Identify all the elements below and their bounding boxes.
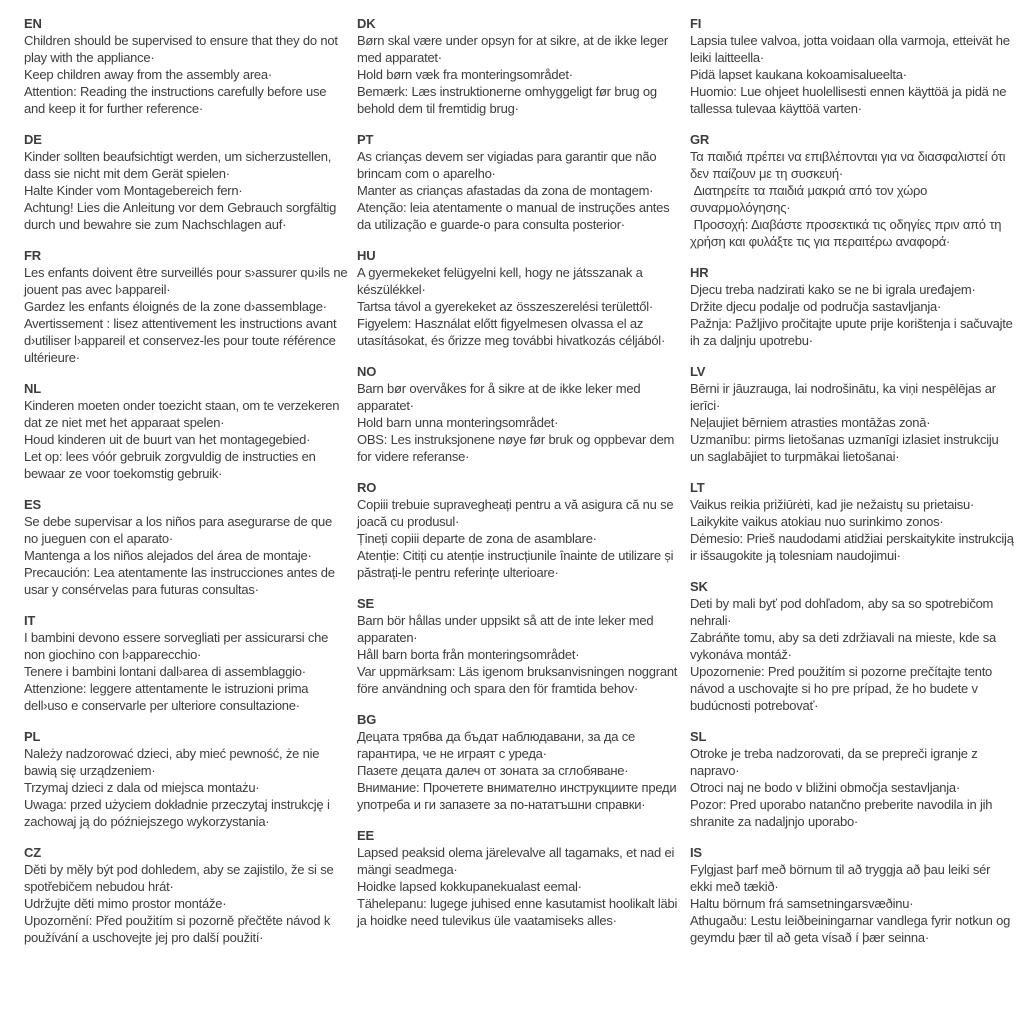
instruction-sentence: Håll barn borta från monteringsområdet· [357, 647, 580, 662]
instruction-sentence: Keep children away from the assembly area· [24, 67, 272, 82]
section-ro [357, 479, 682, 581]
instruction-sentence: Let op: lees vóór gebruik zorgvuldig de instructies en bewaar ze voor toekomstig gebruik· [24, 449, 320, 481]
section-bg [357, 711, 682, 813]
language-code-en: EN [24, 16, 42, 31]
section-no [357, 363, 682, 465]
language-code-ee: EE [357, 828, 374, 843]
section-hu [357, 247, 682, 349]
instruction-sentence: Děti by měly být pod dohledem, aby se zajistilo, že si se spotřebičem nebudou hrát· [24, 862, 338, 894]
instruction-sentence: Var uppmärksam: Läs igenom bruksanvisningen noggrant före användning och spara den för framtida behov· [357, 664, 681, 696]
instruction-sentence: Otroke je treba nadzorovati, da se prepreči igranje z napravo· [690, 746, 982, 778]
instruction-sentence: Houd kinderen uit de buurt van het montagegebied· [24, 432, 311, 447]
section-pl [24, 728, 349, 830]
language-code-cz: CZ [24, 845, 41, 860]
instruction-sentence: Trzymaj dzieci z dala od miejsca montażu· [24, 780, 260, 795]
instruction-sentence: Należy nadzorować dzieci, aby mieć pewność, że nie bawią się urządzeniem· [24, 746, 323, 778]
instruction-sentence: Внимание: Прочетете внимателно инструкциите преди употреба и ги запазете за по-нататъшни справки· [357, 780, 680, 812]
language-code-nl: NL [24, 381, 41, 396]
instruction-sentence: Hold barn unna monteringsområdet· [357, 415, 559, 430]
language-code-hr: HR [690, 265, 709, 280]
instruction-sentence: Figyelem: Használat előtt figyelmesen olvassa el az utasításokat, és őrizze meg további hivatkozás céljából· [357, 316, 666, 348]
language-code-hu: HU [357, 248, 376, 263]
instruction-sentence: Upozornenie: Pred použitím si pozorne prečítajte tento návod a uschovajte si ho pre prípad, že ho budete v budúcnosti potrebovať· [690, 664, 996, 713]
column-2 [357, 15, 682, 960]
instruction-sentence: Attention: Reading the instructions carefully before use and keep it for further reference· [24, 84, 330, 116]
instruction-sentence: Držite djecu podalje od područja sastavljanja· [690, 299, 942, 314]
language-code-ro: RO [357, 480, 377, 495]
language-code-fr: FR [24, 248, 41, 263]
instruction-sentence: Vaikus reikia prižiūrėti, kad jie nežaistų su prietaisu· [690, 497, 975, 512]
section-sk [690, 578, 1015, 714]
instruction-sentence: Athugaðu: Lestu leiðbeiningarnar vandlega fyrir notkun og geymdu þær til að geta vísað í þær seinna· [690, 913, 1014, 945]
section-se [357, 595, 682, 697]
instruction-sentence: Udržujte děti mimo prostor montáže· [24, 896, 227, 911]
instruction-sentence: Otroci naj ne bodo v bližini območja sestavljanja· [690, 780, 960, 795]
instruction-sentence: Copiii trebuie supravegheați pentru a vă asigura că nu se joacă cu produsul· [357, 497, 677, 529]
instruction-sentence: I bambini devono essere sorvegliati per assicurarsi che non giochino con l›apparecchio· [24, 630, 332, 662]
instruction-sentence: Τα παιδιά πρέπει να επιβλέπονται για να διασφαλιστεί ότι δεν παίζουν με τη συσκευή· [690, 149, 1009, 181]
instruction-sentence: Manter as crianças afastadas da zona de montagem· [357, 183, 654, 198]
language-code-it: IT [24, 613, 36, 628]
language-code-pt: PT [357, 132, 374, 147]
section-lv [690, 363, 1015, 465]
instruction-sentence: Atenție: Citiți cu atenție instrucțiunile înainte de utilizare și păstrați-le pentru referințe ulterioare· [357, 548, 677, 580]
instruction-sentence: Țineți copiii departe de zona de asamblare· [357, 531, 597, 546]
instruction-sentence: OBS: Les instruksjonene nøye før bruk og oppbevar dem for videre referanse· [357, 432, 678, 464]
instruction-sentence: Les enfants doivent être surveillés pour s›assurer qu›ils ne jouent pas avec l›appareil· [24, 265, 351, 297]
section-it [24, 612, 349, 714]
instruction-sentence: Atenção: leia atentamente o manual de instruções antes da utilização e guarde-o para consulta posterior· [357, 200, 673, 232]
instruction-sentence: Laikykite vaikus atokiau nuo surinkimo zonos· [690, 514, 944, 529]
language-code-sl: SL [690, 729, 707, 744]
instruction-sentence: Pozor: Pred uporabo natančno preberite navodila in jih shranite za nadaljnjo uporabo· [690, 797, 996, 829]
instruction-sentence: Bērni ir jāuzrauga, lai nodrošinātu, ka viņi nespēlējas ar ierīci· [690, 381, 1000, 413]
instruction-sentence: Pidä lapset kaukana kokoamisalueelta· [690, 67, 907, 82]
instruction-sentence: Gardez les enfants éloignés de la zone d›assemblage· [24, 299, 327, 314]
section-nl [24, 380, 349, 482]
instruction-sentence: Djecu treba nadzirati kako se ne bi igrala uređajem· [690, 282, 976, 297]
instruction-sentence: Upozornění: Před použitím si pozorně přečtěte návod k používání a uschovejte jej pro další použití· [24, 913, 334, 945]
section-es [24, 496, 349, 598]
language-code-pl: PL [24, 729, 41, 744]
instruction-sentence: Avertissement : lisez attentivement les instructions avant d›utiliser l›appareil et conservez-les pour toute référence ultérieure· [24, 316, 340, 365]
language-code-fi: FI [690, 16, 702, 31]
instruction-sentence: Διατηρείτε τα παιδιά μακριά από τον χώρο συναρμολόγησης· [690, 183, 931, 215]
language-code-dk: DK [357, 16, 376, 31]
section-sl [690, 728, 1015, 830]
section-cz [24, 844, 349, 946]
section-is [690, 844, 1015, 946]
instruction-sentence: Uwaga: przed użyciem dokładnie przeczytaj instrukcję i zachowaj ją do późniejszego wykorzystania· [24, 797, 334, 829]
language-code-es: ES [24, 497, 41, 512]
section-lt [690, 479, 1018, 564]
section-gr [690, 131, 1015, 250]
instruction-sentence: Se debe supervisar a los niños para asegurarse de que no jueguen con el aparato· [24, 514, 336, 546]
instruction-sentence: Deti by mali byť pod dohľadom, aby sa so spotrebičom nehrali· [690, 596, 997, 628]
language-code-no: NO [357, 364, 377, 379]
instruction-sentence: Haltu börnum frá samsetningarsvæðinu· [690, 896, 914, 911]
instruction-sentence: Bemærk: Læs instruktionerne omhyggeligt før brug og behold dem til fremtidig brug· [357, 84, 661, 116]
language-code-lt: LT [690, 480, 705, 495]
instruction-sentence: Børn skal være under opsyn for at sikre, at de ikke leger med apparatet· [357, 33, 672, 65]
instruction-sentence: Hold børn væk fra monteringsområdet· [357, 67, 573, 82]
instruction-sentence: Zabráňte tomu, aby sa deti zdržiavali na mieste, kde sa vykonáva montáž· [690, 630, 1000, 662]
instruction-sentence: Precaución: Lea atentamente las instrucciones antes de usar y consérvelas para futuras consultas· [24, 565, 339, 597]
column-1 [24, 15, 349, 960]
instruction-sentence: Barn bør overvåkes for å sikre at de ikke leker med apparatet· [357, 381, 644, 413]
language-code-bg: BG [357, 712, 377, 727]
language-code-sk: SK [690, 579, 708, 594]
instruction-sentence: Children should be supervised to ensure that they do not play with the appliance· [24, 33, 342, 65]
language-code-de: DE [24, 132, 42, 147]
section-en [24, 15, 349, 117]
section-fi [690, 15, 1015, 117]
instruction-sentence: Mantenga a los niños alejados del área de montaje· [24, 548, 312, 563]
instruction-sentence: A gyermekeket felügyelni kell, hogy ne játsszanak a készülékkel· [357, 265, 647, 297]
instruction-sentence: Fylgjast þarf með börnum til að tryggja að þau leiki sér ekki með tækið· [690, 862, 994, 894]
instruction-sentence: Lapsed peaksid olema järelevalve all tagamaks, et nad ei mängi seadmega· [357, 845, 678, 877]
instruction-sentence: Пазете децата далеч от зоната за сглобяване· [357, 763, 629, 778]
instruction-sentence: Kinder sollten beaufsichtigt werden, um sicherzustellen, dass sie nicht mit dem Gerät spielen· [24, 149, 335, 181]
instruction-sentence: Halte Kinder vom Montagebereich fern· [24, 183, 243, 198]
column-3 [690, 15, 1018, 960]
language-code-gr: GR [690, 132, 710, 147]
instruction-sentence: As crianças devem ser vigiadas para garantir que não brincam com o aparelho· [357, 149, 660, 181]
instruction-sentence: Προσοχή: Διαβάστε προσεκτικά τις οδηγίες πριν από τη χρήση και φυλάξτε τις για περαιτέρω αναφορά· [690, 217, 1005, 249]
instruction-sentence: Hoidke lapsed kokkupanekualast eemal· [357, 879, 582, 894]
instruction-sentence: Tartsa távol a gyerekeket az összeszerelési területtől· [357, 299, 653, 314]
section-ee [357, 827, 682, 929]
instruction-sentence: Tähelepanu: lugege juhised enne kasutamist hoolikalt läbi ja hoidke need tulevikus üle vaatamiseks alles· [357, 896, 681, 928]
language-code-is: IS [690, 845, 702, 860]
instruction-sentence: Uzmanību: pirms lietošanas uzmanīgi izlasiet instrukciju un saglabājiet to turpmākai lietošanai· [690, 432, 1003, 464]
instruction-sentence: Tenere i bambini lontani dall›area di assemblaggio· [24, 664, 306, 679]
section-pt [357, 131, 682, 233]
instruction-sentence: Achtung! Lies die Anleitung vor dem Gebrauch sorgfältig durch und bewahre sie zum Nachschlagen auf· [24, 200, 340, 232]
section-dk [357, 15, 682, 117]
instruction-sentence: Attenzione: leggere attentamente le istruzioni prima dell›uso e conservarle per ulteriore consultazione· [24, 681, 312, 713]
instruction-sentence: Dėmesio: Prieš naudodami atidžiai perskaitykite instrukciją ir išsaugokite ją tolesniam naudojimui· [690, 531, 1018, 563]
language-code-lv: LV [690, 364, 706, 379]
instruction-sentence: Kinderen moeten onder toezicht staan, om te verzekeren dat ze niet met het apparaat spelen· [24, 398, 343, 430]
section-fr [24, 247, 349, 366]
instruction-sentence: Neļaujiet bērniem atrasties montāžas zonā· [690, 415, 931, 430]
instruction-sentence: Huomio: Lue ohjeet huolellisesti ennen käyttöä ja pidä ne tallessa tulevaa käyttöä varten· [690, 84, 1010, 116]
section-de [24, 131, 349, 233]
language-code-se: SE [357, 596, 374, 611]
instruction-sentence: Lapsia tulee valvoa, jotta voidaan olla varmoja, etteivät he leiki laitteella· [690, 33, 1014, 65]
section-hr [690, 264, 1015, 349]
instruction-sentence: Децата трябва да бъдат наблюдавани, за да се гарантира, че не играят с уреда· [357, 729, 639, 761]
instruction-sentence: Barn bör hållas under uppsikt så att de inte leker med apparaten· [357, 613, 657, 645]
instruction-sentence: Pažnja: Pažljivo pročitajte upute prije korištenja i sačuvajte ih za daljnju upotrebu· [690, 316, 1017, 348]
